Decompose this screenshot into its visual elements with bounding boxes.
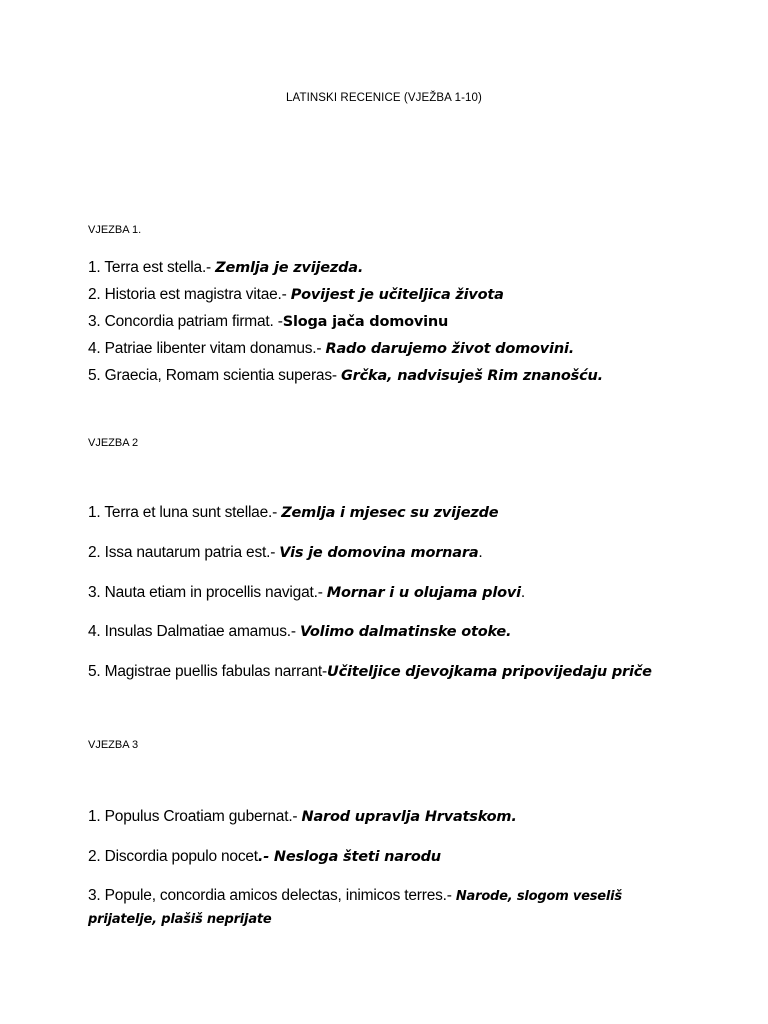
sentence-1-5: [88, 366, 603, 386]
translation-text: Zemlja i mjesec su zvijezde: [281, 505, 499, 521]
translation-text: .- Nesloga šteti narodu: [257, 849, 441, 865]
latin-text: 3. Popule, concordia amicos delectas, inimicos terres.-: [88, 887, 456, 904]
translation-text: Učiteljice djevojkama pripovijedaju priče: [327, 664, 652, 680]
sentence-3-3: [88, 886, 622, 907]
latin-text: 1. Terra est stella.-: [88, 259, 216, 276]
translation-text: Rado darujemo život domovini.: [325, 341, 575, 357]
translation-text: Mornar i u olujama plovi: [326, 585, 521, 601]
latin-text: 2. Discordia populo nocet: [88, 848, 258, 865]
trailing-punctuation: .: [478, 544, 483, 561]
latin-text: 3. Concordia patriam firmat. -: [88, 313, 283, 330]
sentence-2-5: [88, 662, 652, 682]
translation-text: Narod upravlja Hrvatskom.: [301, 809, 517, 825]
translation-text: Narode, slogom veseliš: [455, 889, 622, 904]
latin-text: 2. Historia est magistra vitae.-: [88, 286, 291, 303]
latin-text: 4. Insulas Dalmatiae amamus.-: [88, 623, 300, 640]
latin-text: 2. Issa nautarum patria est.-: [88, 544, 280, 561]
sentence-1-4: [88, 339, 574, 359]
translation-text: Zemlja je zvijezda.: [215, 260, 364, 276]
sentence-2-3: [88, 583, 525, 603]
sentence-2-1: [88, 503, 498, 523]
translation-text: Vis je domovina mornara: [279, 545, 479, 561]
page-title: LATINSKI RECENICE (VJEŽBA 1-10): [286, 92, 482, 104]
translation-text: Sloga jača domovinu: [282, 314, 449, 330]
sentence-1-3: [88, 312, 448, 332]
sentence-1-2: [88, 285, 504, 305]
translation-text: Grčka, nadvisuješ Rim znanošću.: [340, 368, 603, 384]
sentence-2-2: [88, 543, 483, 563]
latin-text: 1. Populus Croatiam gubernat.-: [88, 808, 302, 825]
sentence-3-2: [88, 847, 441, 867]
latin-text: 4. Patriae libenter vitam donamus.-: [88, 340, 326, 357]
sentence-3-3-continuation: prijatelje, plašiš neprijate: [88, 912, 272, 927]
sentence-2-4: [88, 622, 511, 642]
latin-text: 5. Graecia, Romam scientia superas-: [88, 367, 341, 384]
sentence-1-1: [88, 258, 363, 278]
section-heading-1: VJEZBA 1.: [88, 224, 142, 236]
trailing-punctuation: .: [520, 584, 526, 601]
section-heading-3: VJEZBA 3: [88, 739, 139, 751]
latin-text: 1. Terra et luna sunt stellae.-: [88, 504, 282, 521]
latin-text: 5. Magistrae puellis fabulas narrant-: [88, 663, 328, 680]
translation-text: Volimo dalmatinske otoke.: [299, 624, 512, 640]
latin-text: 3. Nauta etiam in procellis navigat.-: [88, 584, 327, 601]
sentence-3-1: [88, 807, 517, 827]
translation-text: Povijest je učiteljica života: [290, 287, 504, 303]
section-heading-2: VJEZBA 2: [88, 437, 139, 449]
